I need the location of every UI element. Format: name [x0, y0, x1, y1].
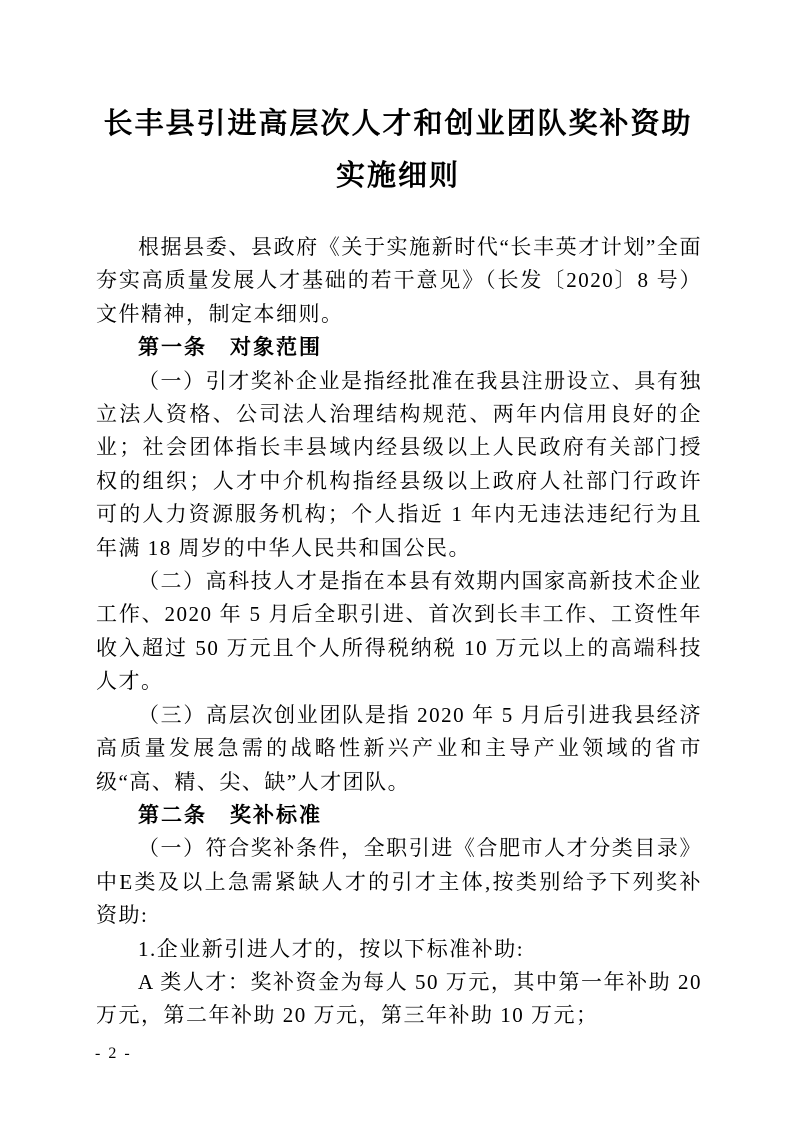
paragraph-article2-sub1: 1.企业新引进人才的，按以下标准补助:	[138, 936, 525, 961]
paragraph-article2-item1: （一）符合奖补条件，全职引进《合肥市人才分类目录》中E类及以上急需紧缺人才的引才主体,按类别给予下列奖补资助:	[96, 836, 702, 928]
paragraph-article1-item2: （二）高科技人才是指在本县有效期内国家高新技术企业工作、2020 年 5 月后全职引进、首次到长丰工作、工资性年收入超过 50 万元且个人所得税纳税 10 万元以上的高端科技人才。	[96, 569, 702, 694]
page-number: - 2 -	[95, 1045, 132, 1062]
document-title-line-2: 实施细则	[335, 160, 460, 192]
document-body	[96, 231, 702, 1033]
paragraph-intro: 根据县委、县政府《关于实施新时代“长丰英才计划”全面夯实高质量发展人才基础的若干意见》（长发〔2020〕8 号）文件精神，制定本细则。	[96, 235, 702, 326]
paragraph-article1-item3: （三）高层次创业团队是指 2020 年 5 月后引进我县经济高质量发展急需的战略性新兴产业和主导产业领域的省市级“高、精、尖、缺”人才团队。	[96, 702, 702, 794]
section-heading-article-2: 第二条 奖补标准	[138, 802, 322, 827]
document-title	[95, 98, 701, 202]
section-heading-article-1: 第一条 对象范围	[138, 335, 322, 360]
paragraph-article2-class-a: A 类人才：奖补资金为每人 50 万元，其中第一年补助 20 万元，第二年补助 20 万元，第三年补助 10 万元；	[96, 969, 702, 1028]
document-title-line-1: 长丰县引进高层次人才和创业团队奖补资助	[103, 108, 693, 140]
paragraph-article1-item1: （一）引才奖补企业是指经批准在我县注册设立、具有独立法人资格、公司法人治理结构规范、两年内信用良好的企业；社会团体指长丰县域内经县级以上人民政府有关部门授权的组织；人才中介机构指经县级以上政府人社部门行政许可的人力资源服务机构；个人指近 1 年内无违法违纪行为且年满 18 周岁的中华人民共和国公民。	[96, 368, 702, 560]
